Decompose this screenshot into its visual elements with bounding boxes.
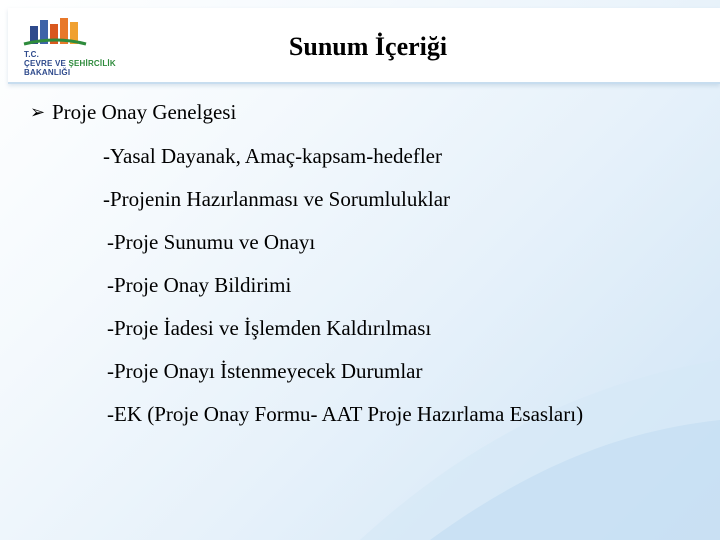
logo-line-2-part-1: ÇEVRE VE — [24, 59, 69, 68]
list-item: -Proje Sunumu ve Onayı — [107, 230, 316, 254]
arrow-bullet-icon: ➢ — [30, 102, 46, 123]
logo-line-2-part-2: ŞEHİRCİLİK — [68, 59, 116, 68]
list-item: -Proje Onay Bildirimi — [107, 273, 292, 297]
logo-line-3: BAKANLIĞI — [24, 68, 71, 77]
main-bullet-text: Proje Onay Genelgesi — [52, 100, 237, 124]
list-item: -EK (Proje Onay Formu- AAT Proje Hazırlama Esasları) — [107, 402, 584, 426]
list-item: -Yasal Dayanak, Amaç-kapsam-hedefler — [103, 144, 442, 168]
list-item: -Proje Onayı İstenmeyecek Durumlar — [107, 359, 423, 383]
list-item: -Projenin Hazırlanması ve Sorumluluklar — [103, 187, 451, 211]
logo-line-1: T.C. — [24, 50, 40, 59]
slide-title: Sunum İçeriği — [288, 32, 448, 61]
list-item: -Proje İadesi ve İşlemden Kaldırılması — [107, 316, 432, 340]
